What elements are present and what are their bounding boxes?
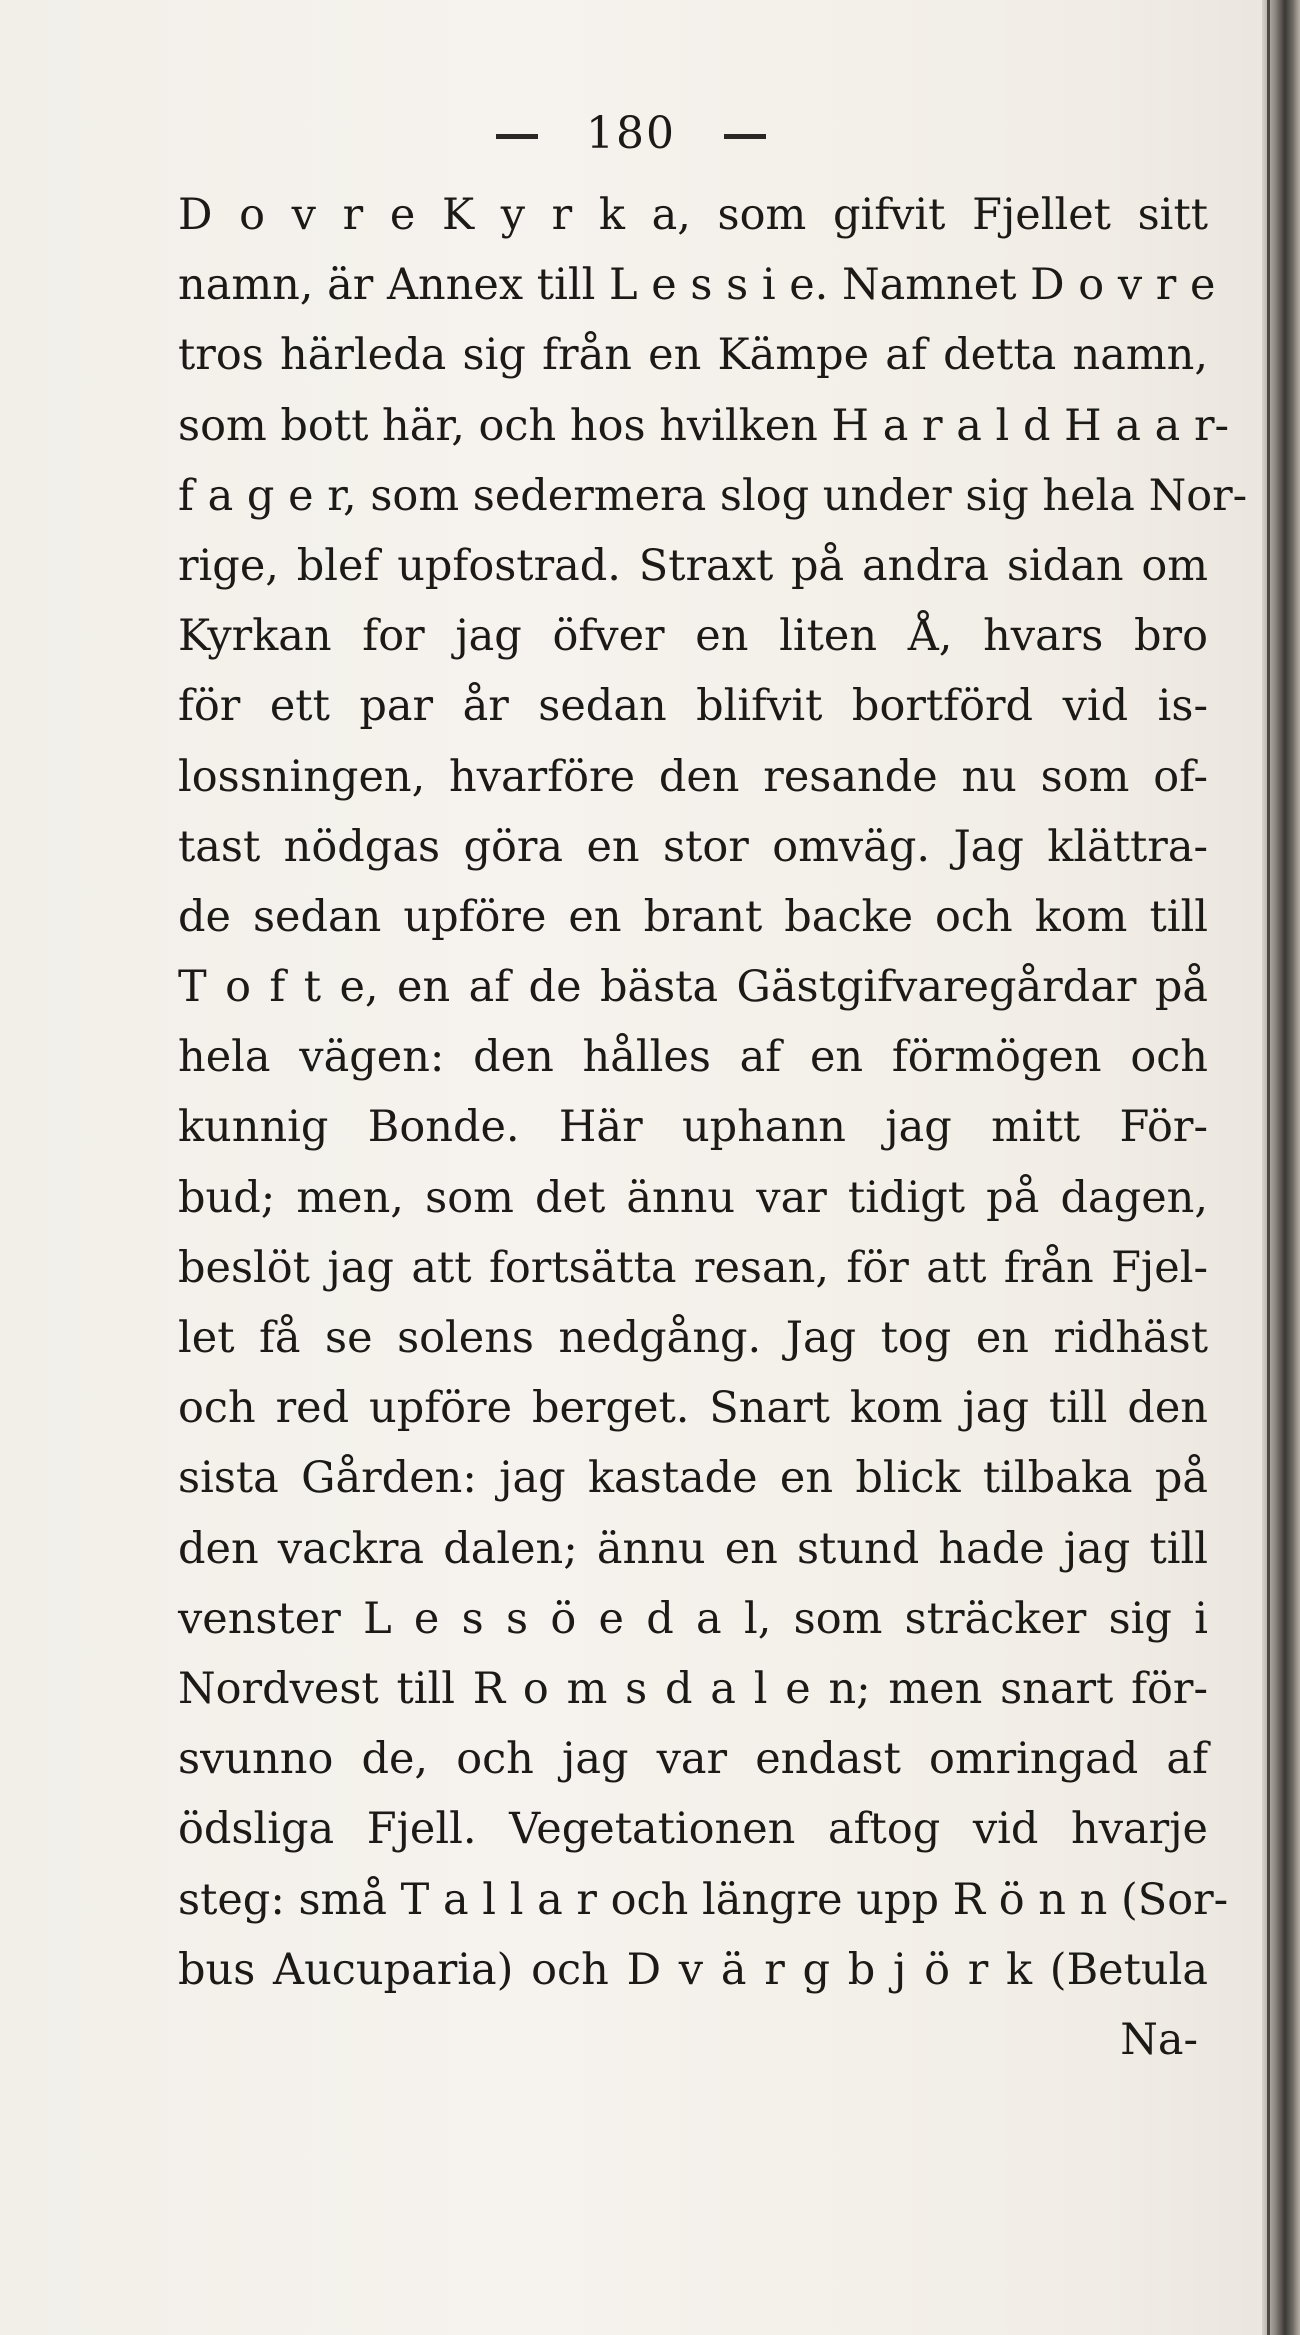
page-header (0, 108, 1262, 159)
text-line: svunno de, och jag var endast omringad af (178, 1734, 1208, 1785)
text-line: D o v r e K y r k a, som gifvit Fjellet sitt (178, 190, 1208, 240)
text-line: bud; men, som det ännu var tidigt på dagen, (178, 1172, 1208, 1223)
text-line: T o f t e, en af de bästa Gästgifvaregårdar på (178, 962, 1208, 1013)
text-line: sista Gården: jag kastade en blick tilbaka på (178, 1453, 1208, 1504)
text-line: de sedan upföre en brant backe och kom till (178, 891, 1208, 942)
text-line: hela vägen: den hålles af en förmögen och (178, 1032, 1208, 1083)
text-line: Kyrkan for jag öfver en liten Å, hvars bro (178, 611, 1208, 662)
text-line: och red upföre berget. Snart kom jag till den (178, 1383, 1208, 1434)
text-line: ödsliga Fjell. Vegetationen aftog vid hvarje (178, 1804, 1208, 1855)
text-line: let få se solens nedgång. Jag tog en ridhäst (178, 1313, 1208, 1363)
text-line: rige, blef upfostrad. Straxt på andra sidan om (178, 540, 1208, 591)
text-line: kunnig Bonde. Här uphann jag mitt För- (178, 1102, 1208, 1153)
text-line: venster L e s s ö e d a l, som sträcker sig i (178, 1593, 1208, 1644)
page-number: 180 (586, 108, 676, 159)
text-line: tast nödgas göra en stor omväg. Jag klättra- (178, 821, 1208, 872)
text-line: bus Aucuparia) och D v ä r g b j ö r k (Betula (178, 1944, 1208, 1995)
header-dash-left (496, 134, 538, 139)
header-dash-right (724, 134, 766, 139)
text-line: tros härleda sig från en Kämpe af detta namn, (178, 330, 1208, 381)
text-line: som bott här, och hos hvilken H a r a l d H a a r- (178, 400, 1230, 451)
text-line: steg: små T a l l a r och längre upp R ö n n (Sor- (178, 1874, 1229, 1925)
text-line: namn, är Annex till L e s s i e. Namnet D o v r e (178, 260, 1216, 311)
text-line: för ett par år sedan blifvit bortförd vid is- (178, 681, 1208, 732)
catchword: Na- (1120, 2014, 1198, 2065)
binding-shadow-line (1267, 0, 1270, 2335)
text-line: Nordvest till R o m s d a l e n; men snart för- (178, 1663, 1208, 1714)
text-line: beslöt jag att fortsätta resan, för att från Fjel- (178, 1242, 1208, 1293)
body-text (178, 180, 1248, 2075)
text-line: den vackra dalen; ännu en stund hade jag till (178, 1523, 1208, 1574)
text-line: f a g e r, som sedermera slog under sig hela Nor- (178, 470, 1248, 521)
text-line: lossningen, hvarföre den resande nu som of- (178, 751, 1208, 802)
